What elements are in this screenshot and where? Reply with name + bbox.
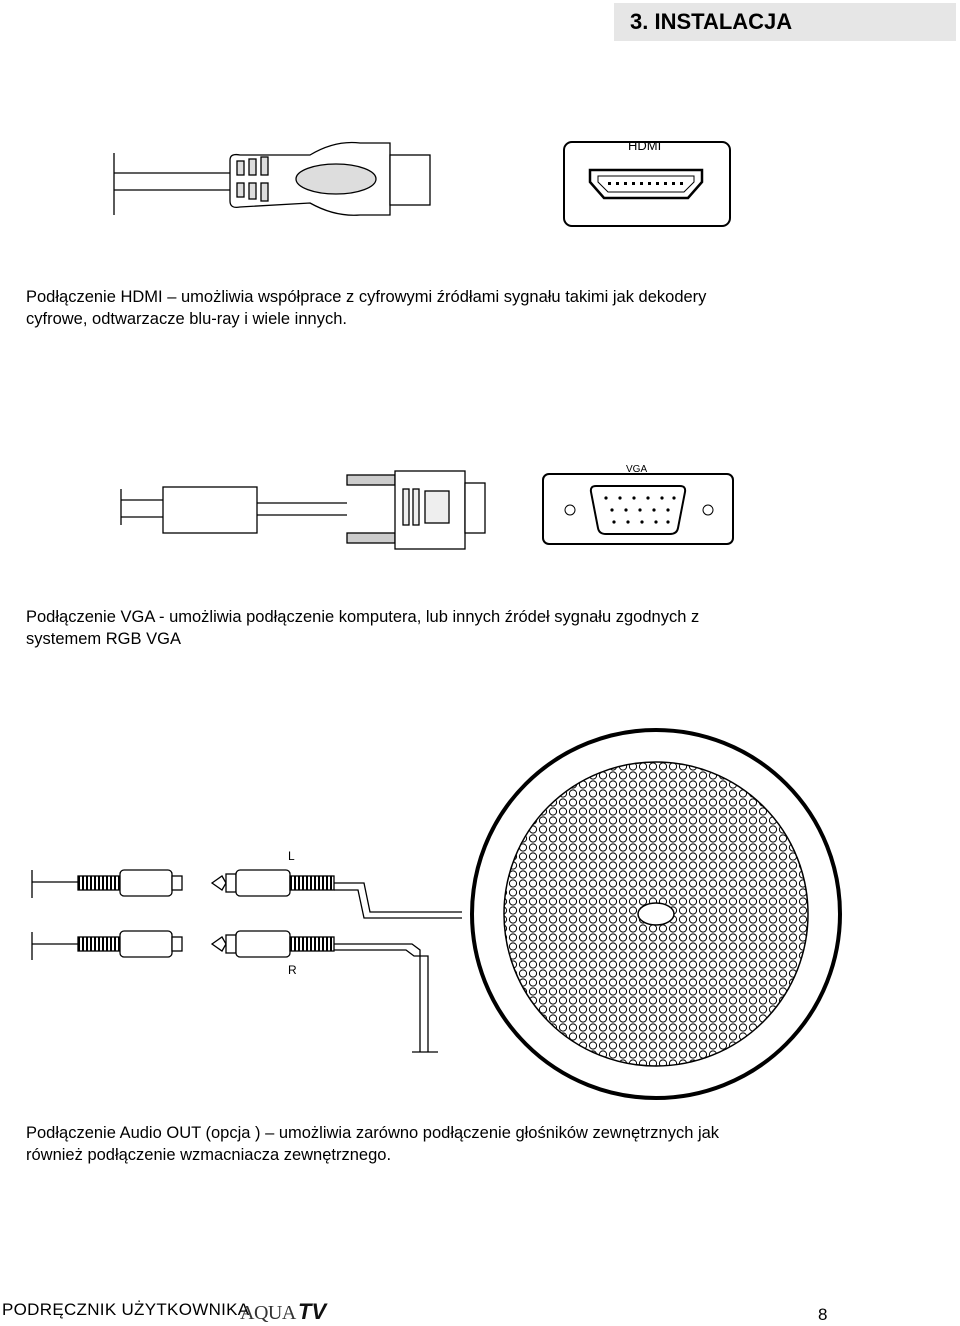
hdmi-port-label: HDMI xyxy=(628,138,662,153)
hdmi-description xyxy=(26,286,926,330)
hdmi-description-line: Podłączenie HDMI – umożliwia współprace z cyfrowymi źródłami sygnału takimi jak dekodery xyxy=(26,288,707,306)
svg-text:TV: TV xyxy=(298,1299,327,1324)
aquatv-logo xyxy=(240,1298,330,1324)
vga-description-line: Podłączenie VGA - umożliwia podłączenie komputera, lub innych źródeł sygnału zgodnych z xyxy=(26,608,700,626)
vga-port-label: VGA xyxy=(626,464,648,475)
vga-description-line: systemem RGB VGA xyxy=(26,630,181,648)
page-number: 8 xyxy=(818,1305,828,1324)
section-title: 3. INSTALACJA xyxy=(614,3,956,41)
audio-left-label: L xyxy=(288,849,295,863)
vga-cable-illustration xyxy=(115,465,490,555)
vga-port-illustration xyxy=(540,462,736,548)
svg-text:AQUA: AQUA xyxy=(240,1302,296,1324)
vga-description xyxy=(26,606,926,650)
hdmi-description-line: cyfrowe, odtwarzacze blu-ray i wiele innych. xyxy=(26,310,347,328)
manual-title: PODRĘCZNIK UŻYTKOWNIKA xyxy=(2,1300,250,1319)
hdmi-port-illustration xyxy=(562,138,734,230)
audio-description-line: Podłączenie Audio OUT (opcja ) – umożliwia zarówno podłączenie głośników zewnętrznych jak xyxy=(26,1124,720,1142)
speaker-grille-illustration xyxy=(468,726,844,1102)
hdmi-cable-illustration xyxy=(100,135,440,225)
audio-right-label: R xyxy=(288,963,297,977)
audio-description xyxy=(26,1122,926,1166)
audio-description-line: również podłączenie wzmacniacza zewnętrznego. xyxy=(26,1146,392,1164)
audio-cable-illustration xyxy=(22,840,462,1060)
